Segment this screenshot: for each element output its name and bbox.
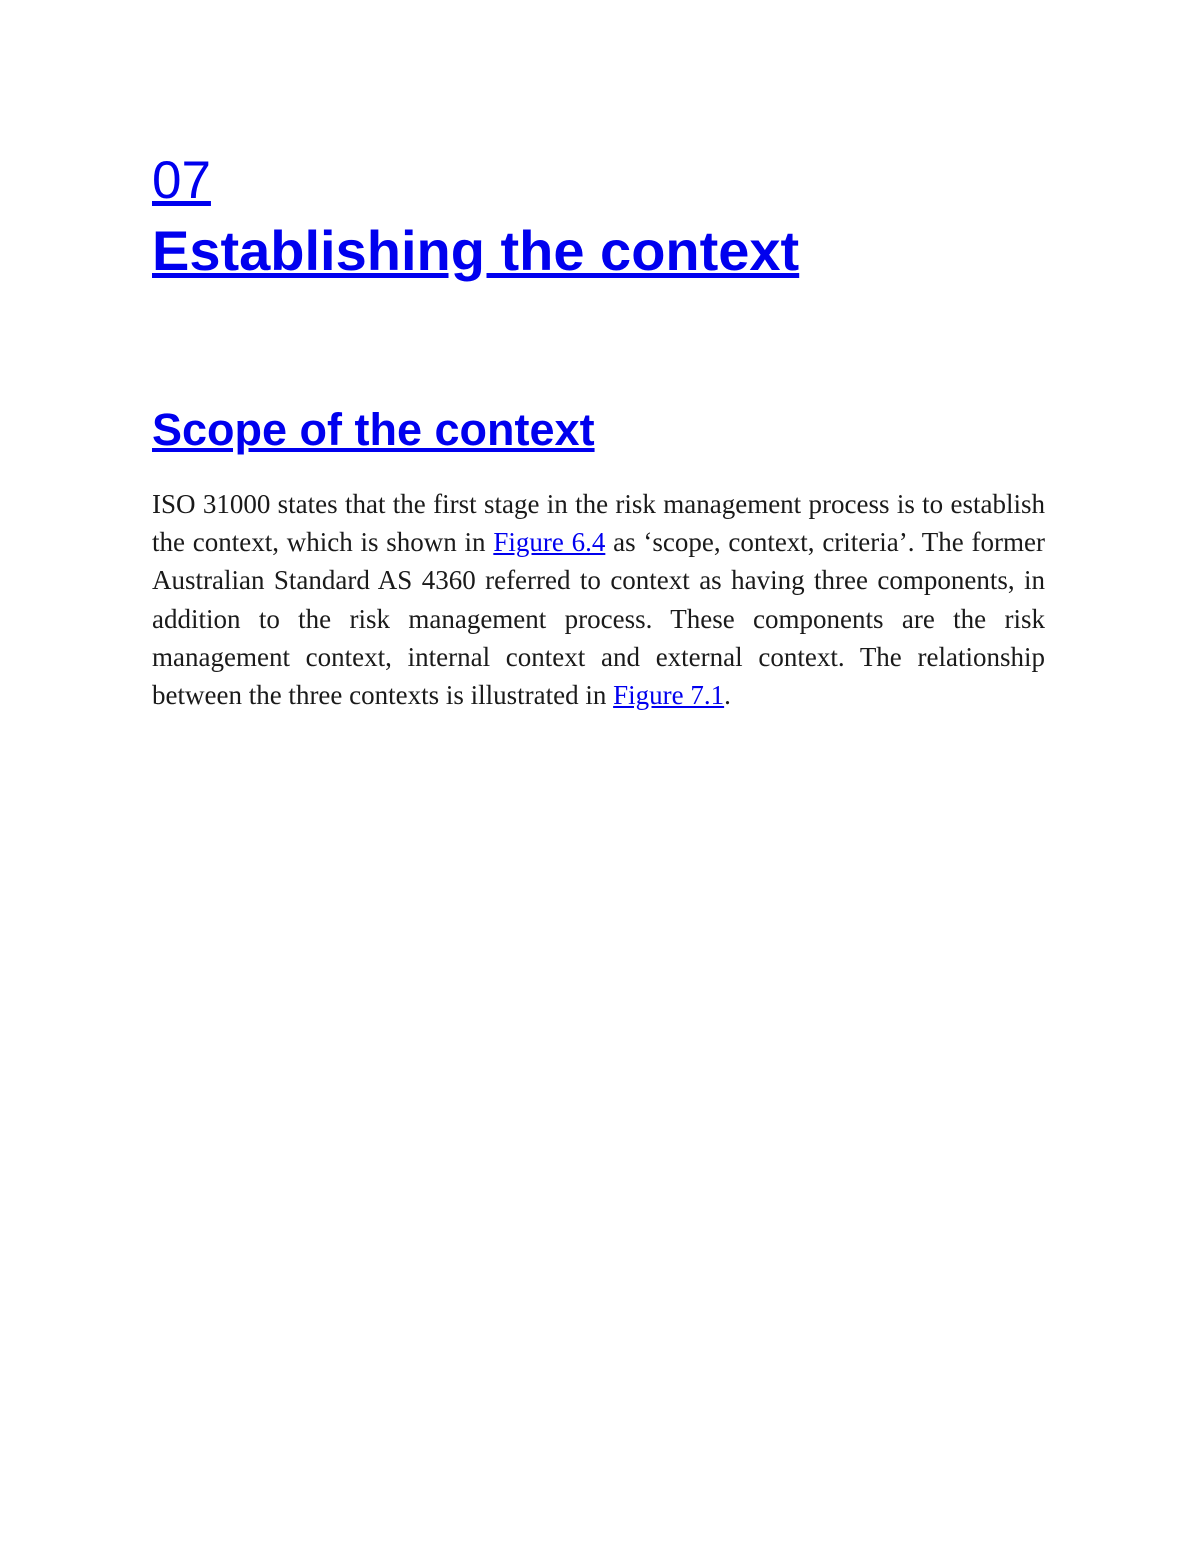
paragraph-text-part-1: ISO 31000 states that the first stage in the risk management process is to establish the context, which is shown in (152, 489, 1045, 558)
figure-7-1-link[interactable]: Figure 7.1 (613, 680, 725, 711)
figure-6-4-link[interactable]: Figure 6.4 (493, 527, 606, 558)
paragraph-text-part-3: . (724, 680, 731, 711)
paragraph-text-part-2: as ‘scope, context, criteria’. The former Australian Standard AS 4360 referred to context as having three components, in addition to the risk management process. These components are the risk management context, internal context and external context. The relationship between the three contexts is illustrated in (152, 527, 1045, 711)
body-paragraph (152, 485, 1045, 714)
section-heading-link[interactable]: Scope of the context (152, 404, 595, 455)
chapter-number-link[interactable]: 07 (152, 151, 211, 210)
chapter-title-link[interactable]: Establishing the context (152, 219, 800, 282)
